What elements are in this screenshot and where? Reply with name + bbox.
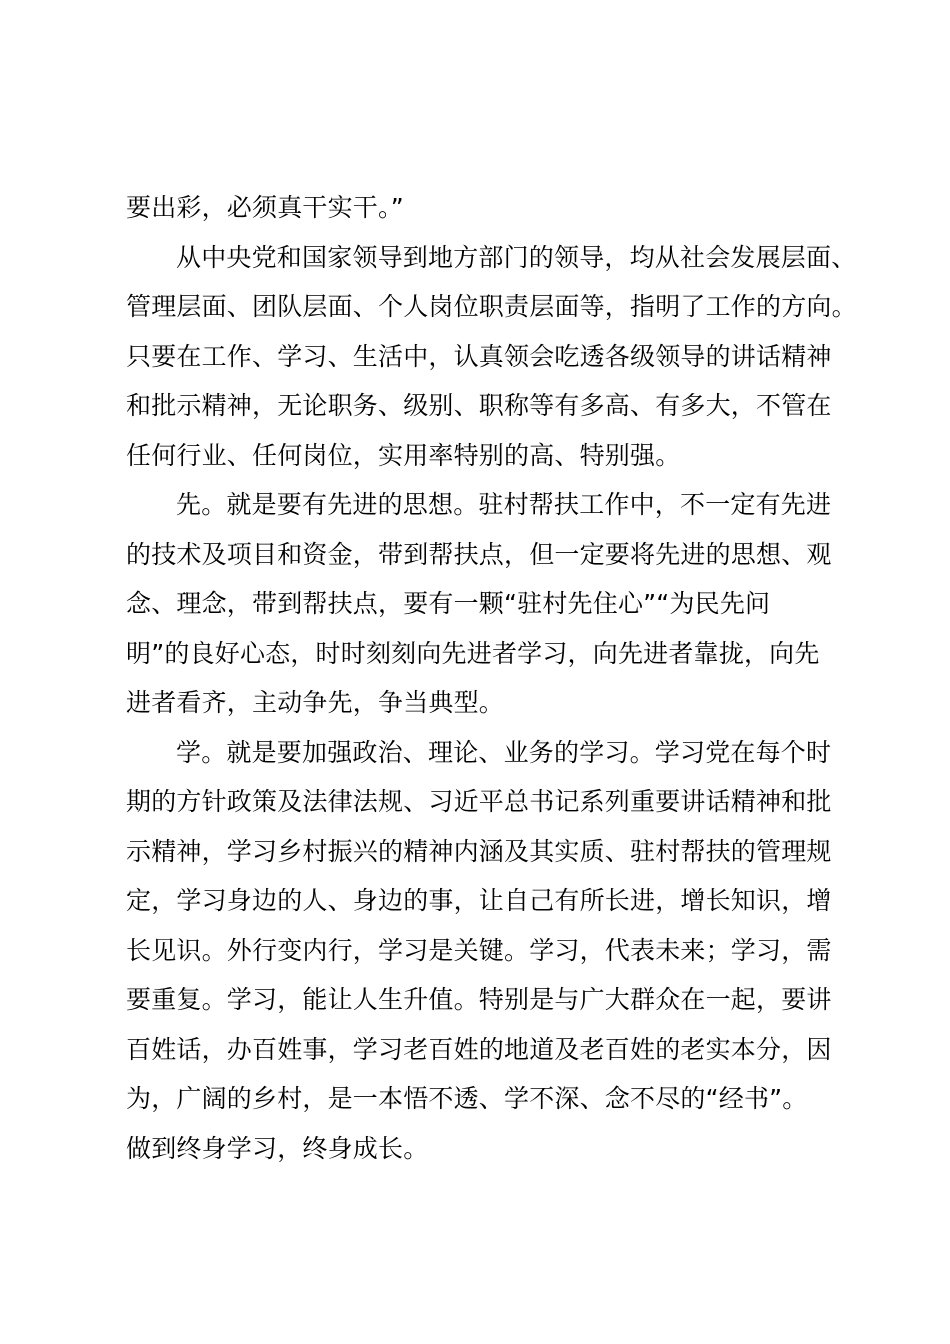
text-line: 做到终身学习，终身成长。 bbox=[126, 1133, 429, 1163]
text-line: 念、理念，带到帮扶点，要有一颗“驻村先住心”“为民先问 bbox=[126, 589, 771, 618]
text-line: 期的方针政策及法律法规、习近平总书记系列重要讲话精神和批 bbox=[126, 787, 832, 816]
text-line: 管理层面、团队层面、个人岗位职责层面等，指明了工作的方向。 bbox=[126, 292, 857, 321]
paragraph-start-line: 从中央党和国家领导到地方部门的领导，均从社会发展层面、 bbox=[176, 242, 857, 272]
text-line: 任何行业、任何岗位，实用率特别的高、特别强。 bbox=[126, 440, 681, 470]
text-line: 和批示精神，无论职务、级别、职称等有多高、有多大，不管在 bbox=[126, 391, 832, 420]
text-line: 进者看齐，主动争先，争当典型。 bbox=[126, 688, 505, 717]
text-line: 只要在工作、学习、生活中，认真领会吃透各级领导的讲话精神 bbox=[126, 341, 832, 371]
paragraph-start-line: 先。就是要有先进的思想。驻村帮扶工作中，不一定有先进 bbox=[176, 490, 832, 519]
text-line: 百姓话，办百姓事，学习老百姓的地道及老百姓的老实本分，因 bbox=[126, 1034, 832, 1064]
body-text bbox=[126, 183, 857, 1173]
paragraph-start-line: 学。就是要加强政治、理论、业务的学习。学习党在每个时 bbox=[176, 737, 832, 767]
text-line: 要重复。学习，能让人生升值。特别是与广大群众在一起，要讲 bbox=[126, 985, 832, 1014]
text-line: 示精神，学习乡村振兴的精神内涵及其实质、驻村帮扶的管理规 bbox=[126, 836, 832, 866]
text-line: 明”的良好心态，时时刻刻向先进者学习，向先进者靠拢，向先 bbox=[126, 638, 820, 668]
text-line: 长见识。外行变内行，学习是关键。学习，代表未来；学习，需 bbox=[126, 935, 832, 965]
text-line: 定，学习身边的人、身边的事，让自己有所长进，增长知识，增 bbox=[126, 886, 832, 915]
text-line: 为，广阔的乡村，是一本悟不透、学不深、念不尽的“经书”。 bbox=[126, 1084, 808, 1113]
text-line: 的技术及项目和资金，带到帮扶点，但一定要将先进的思想、观 bbox=[126, 539, 832, 569]
text-line: 要出彩，必须真干实干。” bbox=[126, 193, 404, 222]
